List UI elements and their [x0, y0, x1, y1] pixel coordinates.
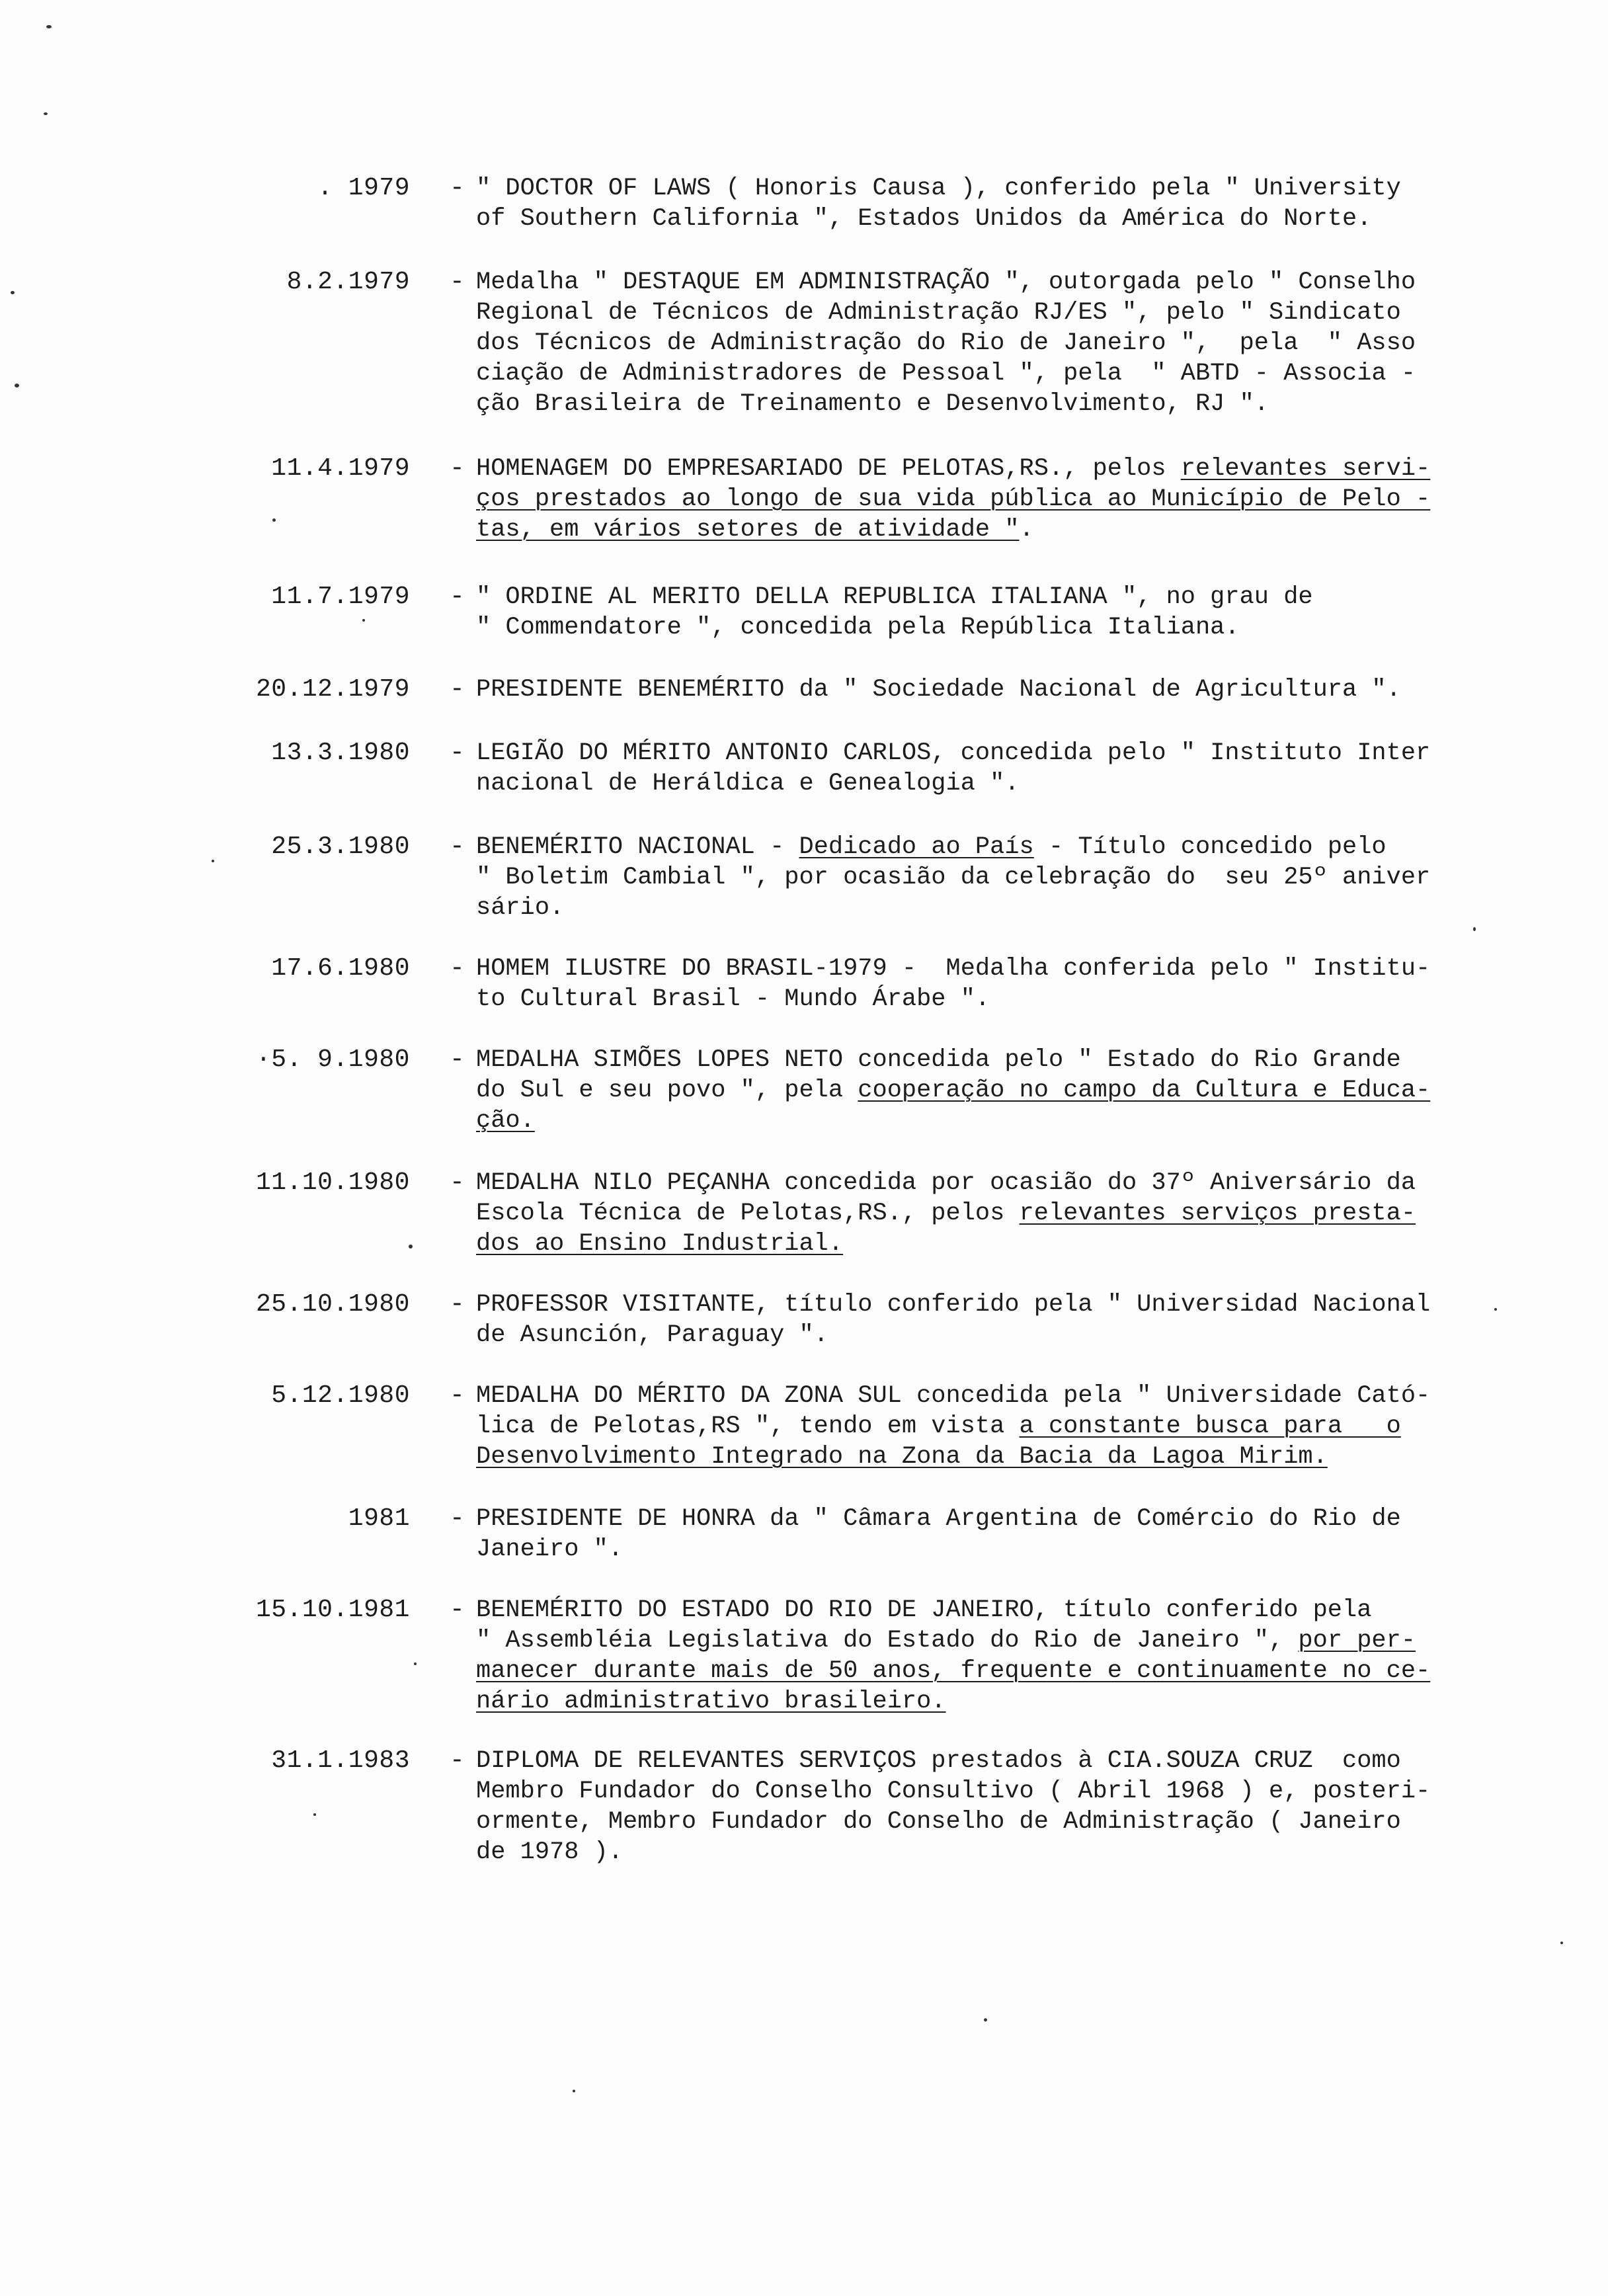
entry-line	[476, 358, 1488, 389]
scan-speck	[362, 619, 365, 622]
text-segment: " Commendatore ", concedida pela República Italiana.	[476, 614, 1240, 641]
entry-line	[476, 832, 1488, 862]
text-segment: PRESIDENTE BENEMÉRITO da " Sociedade Nacional de Agricultura ".	[476, 676, 1401, 704]
entry-line	[476, 1229, 1488, 1259]
entry-dash: -	[450, 1746, 465, 1775]
text-segment: " ORDINE AL MERITO DELLA REPUBLICA ITALIANA ", no grau de	[476, 583, 1313, 611]
text-segment: ciação de Administradores de Pessoal ", pela " ABTD - Associa -	[476, 360, 1416, 388]
entry-line	[476, 1807, 1488, 1837]
text-segment: Medalha " DESTAQUE EM ADMINISTRAÇÃO ", outorgada pelo " Conselho	[476, 268, 1416, 296]
scan-speck	[313, 1813, 316, 1816]
entry-text	[476, 1746, 1488, 1867]
entry-line	[476, 1504, 1488, 1534]
entry-text	[476, 173, 1488, 234]
underlined-text: ços prestados ao longo de sua vida pública ao Município de Pelo -	[476, 485, 1431, 513]
text-segment: Escola Técnica de Pelotas,RS., pelos	[476, 1200, 1020, 1227]
text-segment: MEDALHA DO MÉRITO DA ZONA SUL concedida pela " Universidade Cató-	[476, 1382, 1431, 1410]
text-segment: of Southern California ", Estados Unidos da América do Norte.	[476, 205, 1372, 233]
entry-line	[476, 582, 1488, 612]
entry-line	[476, 389, 1488, 419]
entry-date: 25.10.1980	[255, 1290, 410, 1319]
entry-text	[476, 954, 1488, 1014]
entry-line	[476, 173, 1488, 204]
text-segment: do Sul e seu povo ", pela	[476, 1077, 858, 1104]
text-segment: ção Brasileira de Treinamento e Desenvolvimento, RJ ".	[476, 390, 1269, 418]
entry-dash: -	[450, 1168, 465, 1197]
entry-line	[476, 298, 1488, 328]
entry-date: 15.10.1981	[255, 1596, 410, 1624]
text-segment: de 1978 ).	[476, 1838, 623, 1866]
text-segment: PROFESSOR VISITANTE, título conferido pela " Universidad Nacional	[476, 1291, 1431, 1319]
text-segment: nacional de Heráldica e Genealogia ".	[476, 770, 1020, 798]
underlined-text: Desenvolvimento Integrado na Zona da Bacia da Lagoa Mirim.	[476, 1443, 1328, 1471]
entry-text	[476, 582, 1488, 643]
entry-line	[476, 1381, 1488, 1411]
entry-date: 1981	[348, 1504, 410, 1533]
underlined-text: a constante busca para o	[1019, 1413, 1401, 1440]
entry-text	[476, 675, 1488, 705]
entry-dash: -	[450, 1596, 465, 1624]
text-segment: ormente, Membro Fundador do Conselho de Administração ( Janeiro	[476, 1808, 1401, 1836]
text-segment: LEGIÃO DO MÉRITO ANTONIO CARLOS, concedida pelo " Instituto Inter	[476, 739, 1431, 767]
text-segment: Membro Fundador do Conselho Consultivo ( Abril 1968 ) e, posteri-	[476, 1778, 1431, 1805]
entry-line	[476, 893, 1488, 923]
entry-line	[476, 204, 1488, 234]
entry-line	[476, 1198, 1488, 1229]
entry-dash: -	[450, 1504, 465, 1533]
entry-dash: -	[450, 174, 465, 202]
entry-dash: -	[450, 1290, 465, 1319]
entry-text	[476, 1381, 1488, 1472]
entry-line	[476, 1746, 1488, 1776]
entry-date: 11.4.1979	[271, 454, 410, 483]
text-segment: HOMENAGEM DO EMPRESARIADO DE PELOTAS,RS., pelos	[476, 455, 1181, 483]
underlined-text: dos ao Ensino Industrial.	[476, 1230, 844, 1258]
scan-speck	[414, 1662, 417, 1665]
entry-line	[476, 1534, 1488, 1565]
entry-dash: -	[450, 454, 465, 483]
underlined-text: nário administrativo brasileiro.	[476, 1688, 946, 1715]
text-segment: MEDALHA NILO PEÇANHA concedida por ocasião do 37º Aniversário da	[476, 1169, 1416, 1197]
entry-line	[476, 1320, 1488, 1350]
scan-speck	[44, 112, 48, 115]
text-segment: PRESIDENTE DE HONRA da " Câmara Argentina de Comércio do Rio de	[476, 1505, 1401, 1533]
entry-line	[476, 862, 1488, 893]
entry-line	[476, 267, 1488, 298]
entry-dash: -	[450, 739, 465, 767]
entry-line	[476, 1168, 1488, 1198]
entry-line	[476, 328, 1488, 358]
text-segment: " Assembléia Legislativa do Estado do Rio de Janeiro ",	[476, 1627, 1299, 1655]
entry-line	[476, 768, 1488, 799]
text-segment: de Asunción, Paraguay ".	[476, 1321, 828, 1349]
entry-line	[476, 1290, 1488, 1320]
entry-text	[476, 1168, 1488, 1259]
entry-date: . 1979	[317, 174, 410, 202]
text-segment: sário.	[476, 894, 565, 922]
scan-speck	[1560, 1942, 1563, 1944]
text-segment: lica de Pelotas,RS ", tendo em vista	[476, 1413, 1020, 1440]
entry-date: ·5. 9.1980	[255, 1046, 410, 1074]
entry-text	[476, 1595, 1488, 1717]
entry-text	[476, 1045, 1488, 1136]
entry-dash: -	[450, 583, 465, 611]
entry-line	[476, 1045, 1488, 1075]
scan-speck	[272, 518, 276, 522]
entry-line	[476, 1776, 1488, 1807]
underlined-text: ção.	[476, 1107, 535, 1135]
entry-dash: -	[450, 833, 465, 861]
entry-line	[476, 984, 1488, 1014]
scan-speck	[11, 291, 15, 294]
entry-dash: -	[450, 1381, 465, 1410]
entry-line	[476, 738, 1488, 768]
text-segment: dos Técnicos de Administração do Rio de Janeiro ", pela " Asso	[476, 329, 1416, 357]
scan-speck	[984, 2018, 987, 2022]
underlined-text: Dedicado ao País	[799, 833, 1034, 861]
underlined-text: manecer durante mais de 50 anos, frequente e continuamente no ce-	[476, 1657, 1431, 1685]
entry-line	[476, 1411, 1488, 1442]
entry-line	[476, 1106, 1488, 1136]
text-segment: DIPLOMA DE RELEVANTES SERVIÇOS prestados à CIA.SOUZA CRUZ como	[476, 1747, 1401, 1775]
entry-line	[476, 484, 1488, 514]
entry-line	[476, 1837, 1488, 1867]
text-segment: BENEMÉRITO DO ESTADO DO RIO DE JANEIRO, título conferido pela	[476, 1596, 1372, 1624]
entry-date: 11.7.1979	[271, 583, 410, 611]
underlined-text: tas, em vários setores de atividade "	[476, 516, 1020, 544]
underlined-text: relevantes servi-	[1180, 455, 1431, 483]
text-segment: HOMEM ILUSTRE DO BRASIL-1979 - Medalha conferida pelo " Institu-	[476, 955, 1431, 983]
entry-line	[476, 454, 1488, 484]
text-segment: - Título concedido pelo	[1033, 833, 1387, 861]
entry-line	[476, 1625, 1488, 1656]
entry-line	[476, 954, 1488, 984]
entry-line	[476, 612, 1488, 643]
text-segment: " Boletim Cambial ", por ocasião da celebração do seu 25º aniver	[476, 864, 1431, 891]
text-segment: MEDALHA SIMÕES LOPES NETO concedida pelo " Estado do Rio Grande	[476, 1046, 1401, 1074]
entry-text	[476, 832, 1488, 923]
scan-speck	[212, 860, 214, 862]
entry-dash: -	[450, 954, 465, 983]
entry-date: 20.12.1979	[255, 675, 410, 704]
entry-line	[476, 1656, 1488, 1686]
underlined-text: por per-	[1298, 1627, 1416, 1655]
entry-dash: -	[450, 675, 465, 704]
scan-speck	[573, 2090, 575, 2092]
entry-text	[476, 1290, 1488, 1350]
text-segment: to Cultural Brasil - Mundo Árabe ".	[476, 985, 990, 1013]
text-segment: .	[1019, 516, 1034, 544]
entry-text	[476, 738, 1488, 799]
entry-date: 5.12.1980	[271, 1381, 410, 1410]
scan-speck	[1473, 927, 1476, 931]
entry-line	[476, 675, 1488, 705]
entry-text	[476, 1504, 1488, 1565]
entry-text	[476, 454, 1488, 545]
text-segment: Janeiro ".	[476, 1536, 623, 1563]
scan-speck	[46, 25, 52, 28]
entry-date: 8.2.1979	[286, 268, 410, 296]
entry-date: 17.6.1980	[271, 954, 410, 983]
underlined-text: cooperação no campo da Cultura e Educa-	[858, 1077, 1431, 1104]
underlined-text: relevantes serviços presta-	[1019, 1200, 1416, 1227]
entry-date: 11.10.1980	[255, 1168, 410, 1197]
scan-speck	[1494, 1308, 1497, 1311]
entry-date: 25.3.1980	[271, 833, 410, 861]
text-segment: Regional de Técnicos de Administração RJ/ES ", pelo " Sindicato	[476, 299, 1401, 327]
entry-date: 31.1.1983	[271, 1746, 410, 1775]
entry-text	[476, 267, 1488, 419]
scan-speck	[15, 384, 19, 388]
entry-line	[476, 514, 1488, 545]
entry-line	[476, 1075, 1488, 1106]
entry-date: 13.3.1980	[271, 739, 410, 767]
text-segment: BENEMÉRITO NACIONAL -	[476, 833, 799, 861]
entry-dash: -	[450, 268, 465, 296]
scan-speck	[409, 1245, 413, 1249]
entry-line	[476, 1442, 1488, 1472]
entry-dash: -	[450, 1046, 465, 1074]
entry-line	[476, 1595, 1488, 1625]
entry-line	[476, 1686, 1488, 1717]
text-segment: " DOCTOR OF LAWS ( Honoris Causa ), conferido pela " University	[476, 175, 1401, 202]
